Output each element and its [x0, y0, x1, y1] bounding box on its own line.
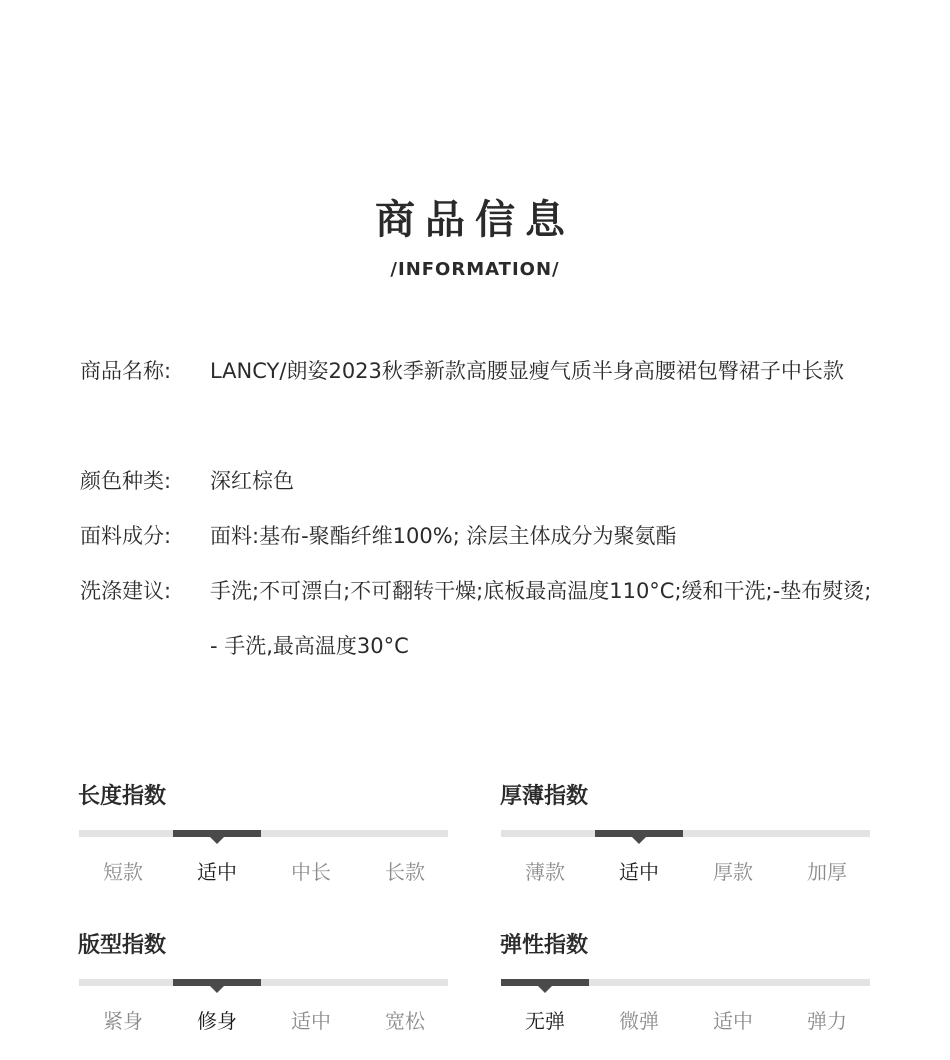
metric-marker: [501, 979, 589, 986]
metric-option: 长款: [385, 860, 425, 884]
metric-track: [79, 830, 448, 837]
metric-option: 薄款: [525, 860, 565, 884]
metric-marker: [173, 979, 261, 986]
info-label: 面料成分:: [80, 524, 172, 548]
metric-marker: [595, 830, 683, 837]
metric-option: 中长: [291, 860, 331, 884]
info-value: 面料:基布-聚酯纤维100%; 涂层主体成分为聚氨酯: [210, 524, 677, 548]
metric-fit: [78, 928, 448, 1038]
info-label: 颜色种类:: [80, 469, 172, 493]
info-value: 手洗;不可漂白;不可翻转干燥;底板最高温度110°C;缓和干洗;-垫布熨烫;- 手洗,最高温度30°C: [210, 579, 872, 658]
metric-option: 加厚: [807, 860, 847, 884]
metric-option: 紧身: [103, 1009, 143, 1033]
metric-option: 适中: [197, 860, 237, 884]
metric-title: 长度指数: [78, 784, 167, 809]
metric-marker: [173, 830, 261, 837]
metric-option: 弹力: [807, 1009, 847, 1033]
metric-option: 适中: [713, 1009, 753, 1033]
metric-track: [79, 979, 448, 986]
metric-title: 弹性指数: [500, 933, 589, 958]
metric-thickness: [500, 779, 870, 889]
metric-option: 修身: [197, 1009, 237, 1033]
metric-title: 厚薄指数: [500, 784, 589, 809]
section-title: 商品信息: [375, 197, 575, 243]
metric-option: 微弹: [619, 1009, 659, 1033]
metric-option: 厚款: [713, 860, 753, 884]
metric-option: 短款: [103, 860, 143, 884]
metric-track: [501, 830, 870, 837]
metric-elasticity: [500, 928, 870, 1038]
info-value: LANCY/朗姿2023秋季新款高腰显瘦气质半身高腰裙包臀裙子中长款: [210, 359, 844, 383]
metric-title: 版型指数: [78, 933, 167, 958]
section-subtitle: /INFORMATION/: [390, 259, 560, 280]
info-label: 商品名称:: [80, 359, 172, 383]
info-label: 洗涤建议:: [80, 579, 172, 603]
metric-option: 适中: [291, 1009, 331, 1033]
metric-length: [78, 779, 448, 889]
metric-track: [501, 979, 870, 986]
metric-option: 宽松: [385, 1009, 425, 1033]
metric-option: 适中: [619, 860, 659, 884]
info-value: 深红棕色: [210, 469, 294, 493]
metric-option: 无弹: [525, 1009, 565, 1033]
